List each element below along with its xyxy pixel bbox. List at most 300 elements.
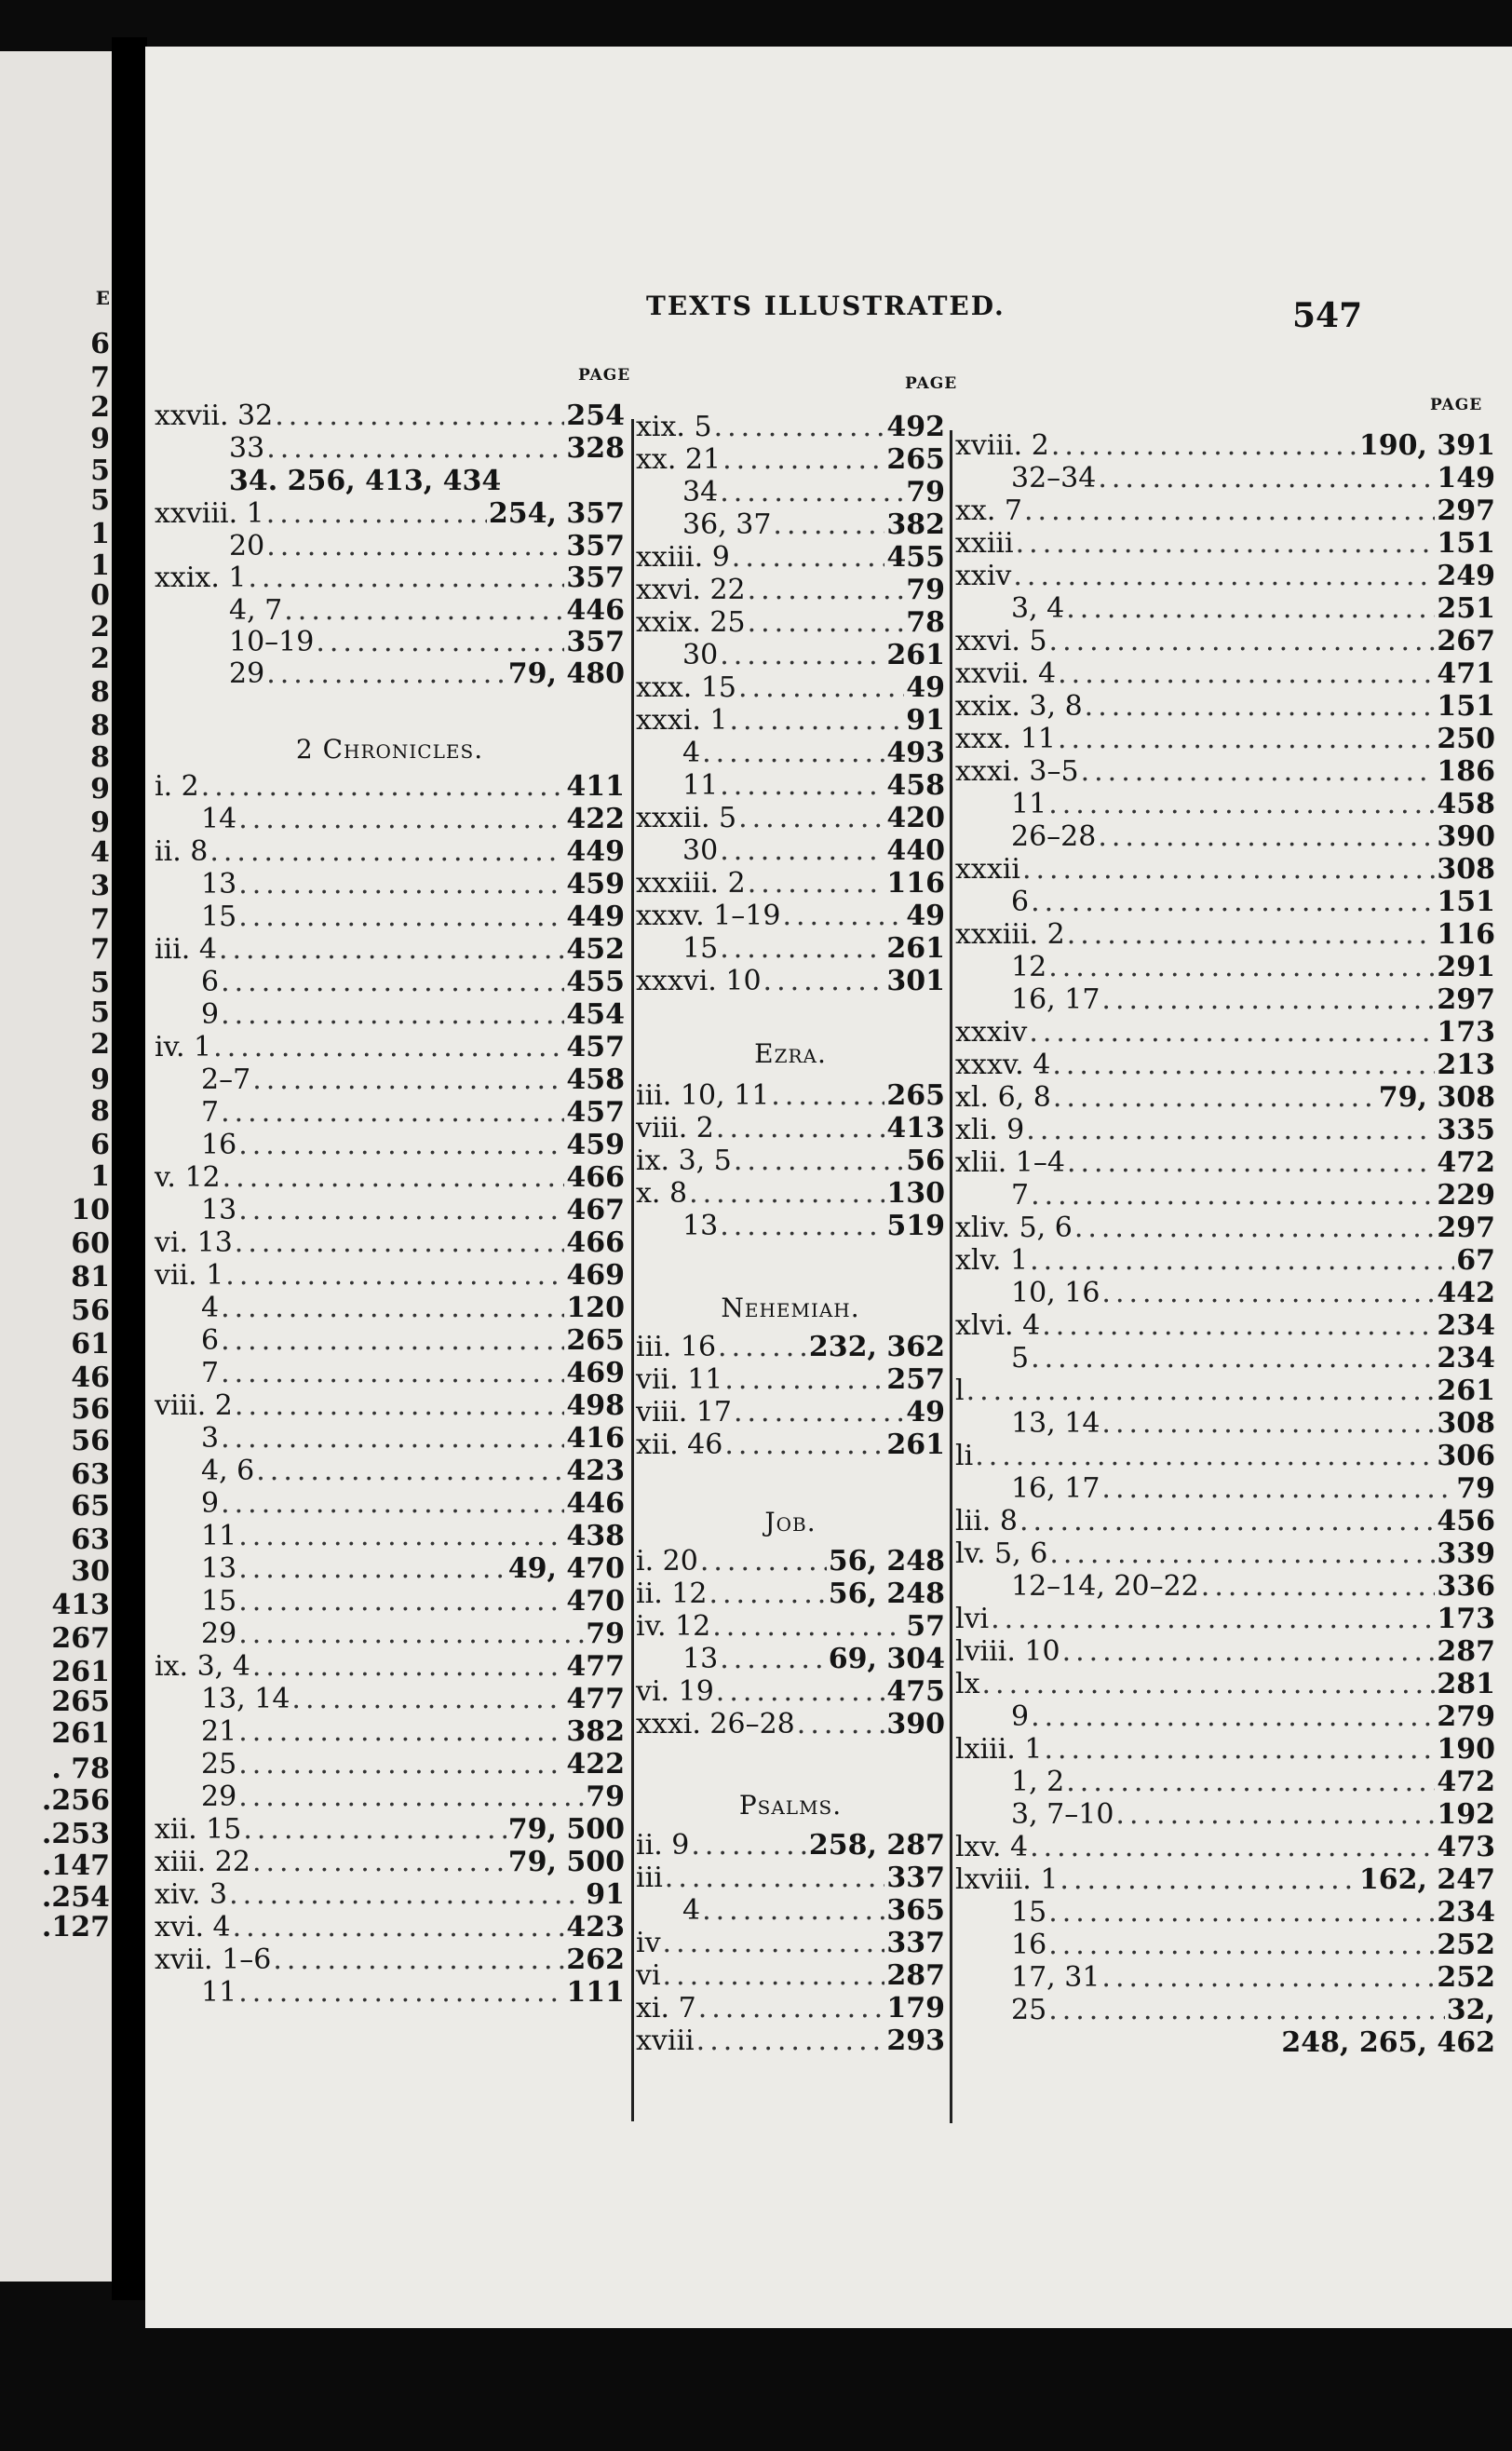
index-entry — [201, 1097, 625, 1129]
dot-leader — [689, 1178, 884, 1210]
scripture-reference: lviii. 10 — [955, 1635, 1060, 1668]
dot-leader — [221, 999, 564, 1031]
dot-leader — [238, 804, 564, 835]
scripture-reference: 13 — [201, 1552, 237, 1585]
dot-leader — [238, 1781, 584, 1813]
page-reference: 449 — [566, 901, 625, 933]
page-reference: 111 — [566, 1976, 625, 2009]
page-reference: 446 — [566, 1487, 625, 1520]
index-entry — [201, 1064, 625, 1096]
page-reference: 91 — [586, 1878, 625, 1911]
page-reference: 120 — [566, 1292, 625, 1324]
dot-leader — [1026, 1115, 1435, 1146]
page-reference: 186 — [1437, 755, 1495, 788]
index-entry — [955, 1310, 1495, 1342]
adjacent-page-number: 5 — [90, 996, 110, 1029]
dot-leader — [1016, 528, 1436, 560]
index-entry — [1011, 952, 1495, 983]
dot-leader — [1048, 1930, 1435, 1961]
adjacent-page-number: 1 — [90, 518, 110, 550]
page-reference: 328 — [566, 432, 625, 465]
scripture-reference: xxix. 25 — [636, 606, 746, 639]
dot-leader — [966, 1375, 1436, 1407]
index-entry — [636, 1993, 945, 2024]
index-entry — [955, 756, 1495, 788]
index-entry — [636, 1429, 945, 1461]
dot-leader — [1098, 821, 1435, 853]
index-entry — [201, 1553, 625, 1585]
index-entry — [201, 1684, 625, 1715]
page-reference: 440 — [886, 834, 945, 867]
scripture-reference: xxx. 11 — [955, 723, 1057, 755]
page-reference: 423 — [566, 1911, 625, 1943]
adjacent-page-number: 65 — [71, 1490, 110, 1523]
adjacent-page-number: 5 — [90, 454, 110, 487]
index-entry — [155, 836, 625, 868]
dot-leader — [1049, 1538, 1435, 1570]
page-reference: 254 — [566, 399, 625, 432]
scripture-reference: lxv. 4 — [955, 1831, 1029, 1863]
page-reference: 301 — [886, 965, 945, 997]
index-entry — [636, 1546, 945, 1578]
dot-leader — [1048, 1897, 1435, 1929]
dot-leader — [238, 1977, 564, 2009]
dot-leader — [229, 1879, 584, 1911]
scripture-reference: xxxiv — [955, 1016, 1028, 1049]
index-entry — [955, 495, 1495, 527]
index-entry — [155, 1390, 625, 1422]
dot-leader — [720, 1644, 827, 1675]
dot-leader — [724, 1364, 884, 1396]
scripture-reference: 34. 256, 413, 434 — [229, 465, 502, 497]
scripture-reference: vi. 13 — [155, 1226, 233, 1259]
dot-leader — [698, 1993, 885, 2024]
index-entry — [201, 967, 625, 998]
adjacent-page-number: 56 — [71, 1393, 110, 1426]
index-entry — [636, 901, 945, 932]
page-reference: 234 — [1437, 1896, 1495, 1929]
adjacent-page-number: .127 — [41, 1911, 110, 1943]
dot-leader — [730, 705, 905, 737]
dot-leader — [221, 1325, 564, 1357]
dot-leader — [238, 1521, 564, 1552]
scripture-reference: xx. 21 — [636, 443, 722, 476]
page-reference: 261 — [1437, 1374, 1495, 1407]
scripture-reference: xviii — [636, 2024, 695, 2057]
dot-leader — [249, 562, 565, 594]
dot-leader — [256, 1456, 564, 1487]
scripture-reference: xlvi. 4 — [955, 1309, 1041, 1342]
page-reference: 458 — [1437, 788, 1495, 820]
dot-leader — [732, 542, 885, 574]
adjacent-page-number: 63 — [71, 1458, 110, 1491]
dot-leader — [223, 1162, 565, 1194]
scripture-reference: xxix. 3, 8 — [955, 690, 1083, 723]
index-entry — [201, 1130, 625, 1161]
dot-leader — [1030, 1245, 1454, 1277]
dot-leader — [714, 412, 885, 443]
dot-leader — [221, 1488, 564, 1520]
page-reference: 335 — [1437, 1114, 1495, 1146]
page-reference: 466 — [566, 1226, 625, 1259]
page-reference: 67 — [1456, 1244, 1495, 1277]
index-entry — [955, 1115, 1495, 1146]
index-entry — [955, 1375, 1495, 1407]
index-entry — [636, 1364, 945, 1396]
index-entry — [955, 1506, 1495, 1537]
dot-leader — [975, 1441, 1435, 1472]
scripture-reference: 6 — [1011, 886, 1030, 918]
index-entry — [636, 1113, 945, 1144]
adjacent-page-number: 265 — [51, 1686, 110, 1718]
index-entry — [1011, 1799, 1495, 1831]
page-reference: 265 — [566, 1324, 625, 1357]
scripture-reference: 10–19 — [229, 626, 315, 658]
index-entry — [201, 1488, 625, 1520]
dot-leader — [1066, 1767, 1435, 1798]
index-entry — [636, 1960, 945, 1992]
scripture-reference: xxxv. 4 — [955, 1049, 1051, 1081]
index-entry — [201, 869, 625, 901]
dot-leader — [1019, 1506, 1435, 1537]
dot-leader — [238, 901, 564, 933]
page-reference: 116 — [1437, 918, 1495, 951]
adjacent-page-number: 60 — [71, 1227, 110, 1260]
index-entry — [636, 542, 945, 574]
page-reference: 357 — [566, 530, 625, 562]
scripture-reference: 30 — [682, 639, 719, 671]
page-reference: 229 — [1437, 1179, 1495, 1212]
index-entry — [1011, 1897, 1495, 1929]
page-reference: 287 — [886, 1959, 945, 1992]
scripture-reference: 13, 14 — [1011, 1407, 1100, 1440]
dot-leader — [700, 1546, 827, 1578]
scripture-reference: xxvi. 5 — [955, 625, 1047, 657]
page-reference: 252 — [1437, 1961, 1495, 1994]
page-reference: 467 — [566, 1194, 625, 1226]
dot-leader — [722, 444, 884, 476]
dot-leader — [696, 2025, 885, 2057]
scripture-reference: i. 2 — [155, 770, 199, 803]
dot-leader — [663, 1928, 885, 1959]
page-reference: 69, 304 — [828, 1643, 945, 1675]
dot-leader — [284, 595, 564, 627]
scripture-reference: 14 — [201, 803, 237, 835]
dot-leader — [1101, 1278, 1435, 1309]
scripture-reference: 21 — [201, 1715, 237, 1748]
dot-leader — [243, 1814, 506, 1846]
index-entry — [201, 1423, 625, 1455]
page-reference: 390 — [1437, 820, 1495, 853]
page-reference: 291 — [1437, 951, 1495, 983]
book-section-heading: 2 Chronicles. — [295, 734, 484, 765]
index-entry — [636, 1578, 945, 1610]
page-reference: 151 — [1437, 690, 1495, 723]
adjacent-page-number: 9 — [90, 423, 110, 455]
scripture-reference: xliv. 5, 6 — [955, 1212, 1073, 1244]
scripture-reference: 3, 7–10 — [1011, 1798, 1114, 1831]
page-reference: 420 — [886, 802, 945, 834]
scripture-reference: xviii. 2 — [955, 429, 1049, 462]
scripture-reference: xxxiii. 2 — [636, 867, 746, 900]
page-reference: 306 — [1437, 1440, 1495, 1472]
page-reference: 57 — [906, 1610, 945, 1643]
index-entry — [155, 1814, 625, 1846]
index-entry — [1011, 593, 1495, 625]
page-reference: 261 — [886, 1429, 945, 1461]
index-entry — [201, 1456, 625, 1487]
scripture-reference: 9 — [201, 998, 220, 1031]
dot-leader — [720, 835, 884, 867]
adjacent-page-number: 10 — [71, 1194, 110, 1226]
scripture-reference: 13 — [682, 1210, 719, 1242]
dot-leader — [1074, 1212, 1436, 1244]
page-reference: 91 — [906, 704, 945, 737]
page-reference: 265 — [886, 443, 945, 476]
scripture-reference: iii. 4 — [155, 933, 217, 966]
scripture-reference: 16 — [1011, 1929, 1047, 1961]
index-entry — [636, 672, 945, 704]
index-entry — [1011, 1962, 1495, 1994]
dot-leader — [219, 934, 564, 966]
scripture-reference: 25 — [1011, 1994, 1047, 2026]
dot-leader — [716, 1113, 884, 1144]
index-entry — [682, 738, 945, 769]
adjacent-page-number: 8 — [90, 710, 110, 742]
dot-leader — [238, 1195, 564, 1226]
page-reference: 475 — [886, 1675, 945, 1708]
dot-leader — [771, 1080, 884, 1112]
page-reference: 249 — [1437, 560, 1495, 592]
scripture-reference: xxviii. 1 — [155, 497, 264, 530]
dot-leader — [748, 575, 905, 606]
index-entry — [955, 1604, 1495, 1635]
dot-leader — [1067, 919, 1436, 951]
dot-leader — [1024, 495, 1435, 527]
scripture-reference: 13 — [201, 868, 237, 901]
page-reference: 261 — [886, 932, 945, 965]
adjacent-page-number: 2 — [90, 391, 110, 424]
scripture-reference: li — [955, 1440, 974, 1472]
dot-leader — [1067, 1147, 1435, 1179]
dot-leader — [266, 658, 506, 690]
dot-leader — [275, 400, 564, 432]
page-reference: 466 — [566, 1161, 625, 1194]
adjacent-page-number: 56 — [71, 1294, 110, 1327]
page-reference: 339 — [1437, 1537, 1495, 1570]
adjacent-page-number: 9 — [90, 1063, 110, 1096]
dot-leader — [718, 1332, 807, 1363]
index-entry — [1011, 1995, 1495, 2026]
page-reference: 190, 391 — [1358, 429, 1495, 462]
page-reference: 173 — [1437, 1603, 1495, 1635]
scripture-reference: ii. 9 — [636, 1829, 690, 1862]
page-number: 547 — [1292, 296, 1363, 335]
dot-leader — [273, 1944, 564, 1976]
scripture-reference: 6 — [201, 966, 220, 998]
scripture-reference: xli. 9 — [955, 1114, 1025, 1146]
index-entry — [636, 1928, 945, 1959]
index-entry — [955, 1017, 1495, 1049]
scripture-reference: iii — [636, 1862, 663, 1894]
page-reference: 49 — [906, 671, 945, 704]
index-entry — [636, 1709, 945, 1740]
adjacent-page-number: 0 — [90, 579, 110, 612]
index-entry — [1011, 1571, 1495, 1603]
page-reference: 179 — [886, 1992, 945, 2024]
scripture-reference: 10, 16 — [1011, 1277, 1100, 1309]
dot-leader — [209, 836, 564, 868]
index-entry — [229, 595, 625, 627]
dot-leader — [712, 1611, 904, 1643]
dot-leader — [1049, 626, 1436, 657]
scripture-reference: xi. 7 — [636, 1992, 696, 2024]
column-divider-1 — [631, 419, 634, 2121]
adjacent-page-number: 5 — [90, 967, 110, 999]
scripture-reference: lvi — [955, 1603, 990, 1635]
index-entry — [155, 1032, 625, 1063]
scripture-reference: xlii. 1–4 — [955, 1146, 1065, 1179]
scripture-reference: 30 — [682, 834, 719, 867]
book-section-heading: Nehemiah. — [721, 1293, 860, 1323]
scripture-reference: 16, 17 — [1011, 1472, 1100, 1505]
scripture-reference: iv. 12 — [636, 1610, 711, 1643]
page-reference: 446 — [566, 594, 625, 627]
page-reference: 190 — [1437, 1733, 1495, 1766]
scripture-reference: 15 — [1011, 1896, 1047, 1929]
scripture-reference: 4, 7 — [229, 594, 283, 627]
adjacent-page-number: 63 — [71, 1523, 110, 1556]
page-reference: 287 — [1437, 1635, 1495, 1668]
index-entry — [201, 1977, 625, 2009]
index-entry — [155, 1847, 625, 1878]
dot-leader — [738, 803, 884, 834]
page-reference: 297 — [1437, 494, 1495, 527]
page-reference: 449 — [566, 835, 625, 868]
dot-leader — [266, 531, 564, 562]
dot-leader — [797, 1709, 885, 1740]
scripture-reference: 15 — [201, 901, 237, 933]
scripture-reference: xxxv. 1–19 — [636, 900, 781, 932]
scripture-reference: 9 — [1011, 1700, 1030, 1733]
scripture-reference: v. 12 — [155, 1161, 221, 1194]
dot-leader — [221, 1097, 564, 1129]
page-reference: 79 — [1456, 1472, 1495, 1505]
adjacent-page-sliver — [0, 51, 114, 2282]
index-entry — [955, 724, 1495, 755]
book-section-heading: Job. — [764, 1507, 817, 1537]
dot-leader — [221, 1293, 564, 1324]
scripture-reference: 12–14, 20–22 — [1011, 1570, 1199, 1603]
page-reference: 257 — [886, 1363, 945, 1396]
index-entry — [1067, 2027, 1495, 2059]
index-entry — [636, 705, 945, 737]
page-reference: 457 — [566, 1031, 625, 1063]
scripture-reference: 11 — [682, 769, 719, 802]
page-reference: 261 — [886, 639, 945, 671]
page-reference: 49 — [906, 1396, 945, 1429]
dot-leader — [238, 869, 564, 901]
book-gutter — [112, 37, 147, 2300]
dot-leader — [702, 738, 884, 769]
scripture-reference: 3, 4 — [1011, 592, 1065, 625]
page-reference: 267 — [1437, 625, 1495, 657]
index-entry — [201, 804, 625, 835]
index-entry — [1011, 1408, 1495, 1440]
page-reference: 438 — [566, 1520, 625, 1552]
index-entry — [229, 627, 625, 658]
dot-leader — [238, 1716, 564, 1748]
dot-leader — [982, 1669, 1436, 1700]
page-reference: 151 — [1437, 527, 1495, 560]
dot-leader — [663, 1960, 885, 1992]
dot-leader — [1101, 1408, 1435, 1440]
dot-leader — [266, 433, 564, 465]
adjacent-page-number: .147 — [41, 1849, 110, 1882]
scripture-reference: xxiii — [955, 527, 1014, 560]
page-reference: 473 — [1437, 1831, 1495, 1863]
scripture-reference: 4, 6 — [201, 1455, 255, 1487]
index-entry — [155, 1944, 625, 1976]
index-entry — [636, 1145, 945, 1177]
scripture-reference: ii. 8 — [155, 835, 209, 868]
index-entry — [201, 1325, 625, 1357]
page-reference: 79 — [586, 1781, 625, 1813]
dot-leader — [720, 933, 884, 965]
page-reference: 250 — [1437, 723, 1495, 755]
index-entry — [636, 575, 945, 606]
dot-leader — [1098, 463, 1435, 494]
dot-leader — [1052, 1049, 1435, 1081]
index-entry — [636, 1397, 945, 1429]
scripture-reference: xii. 15 — [155, 1813, 242, 1846]
index-entry — [229, 658, 625, 690]
index-entry — [201, 1781, 625, 1813]
page-reference: 173 — [1437, 1016, 1495, 1049]
index-entry — [636, 803, 945, 834]
index-entry — [155, 771, 625, 803]
page-reference: 79, 500 — [507, 1813, 625, 1846]
index-entry — [682, 477, 945, 508]
page-reference: 459 — [566, 868, 625, 901]
book-section-heading: Psalms. — [738, 1790, 843, 1821]
index-entry — [955, 1832, 1495, 1863]
scripture-reference: xxxii. 5 — [636, 802, 737, 834]
index-entry — [636, 966, 945, 997]
dot-leader — [221, 1358, 564, 1389]
adjacent-page-number: .254 — [41, 1881, 110, 1914]
page-reference: 79 — [586, 1618, 625, 1650]
page-column-label: PAGE — [578, 366, 631, 385]
dot-leader — [1029, 1017, 1435, 1049]
index-entry — [955, 1538, 1495, 1570]
index-entry — [682, 835, 945, 867]
scripture-reference: iii. 10, 11 — [636, 1079, 770, 1112]
index-entry — [636, 1676, 945, 1708]
page-reference: 458 — [566, 1063, 625, 1096]
dot-leader — [691, 1830, 807, 1862]
page-reference: 337 — [886, 1862, 945, 1894]
scripture-reference: 4 — [682, 737, 701, 769]
scripture-reference: vii. 11 — [636, 1363, 723, 1396]
adjacent-page-number: 4 — [90, 836, 110, 869]
adjacent-page-number: 30 — [71, 1555, 110, 1588]
dot-leader — [238, 1130, 564, 1161]
page-reference: 213 — [1437, 1049, 1495, 1081]
adjacent-page-number: 2 — [90, 611, 110, 643]
page-reference: 279 — [1437, 1700, 1495, 1733]
scripture-reference: vi — [636, 1959, 661, 1992]
